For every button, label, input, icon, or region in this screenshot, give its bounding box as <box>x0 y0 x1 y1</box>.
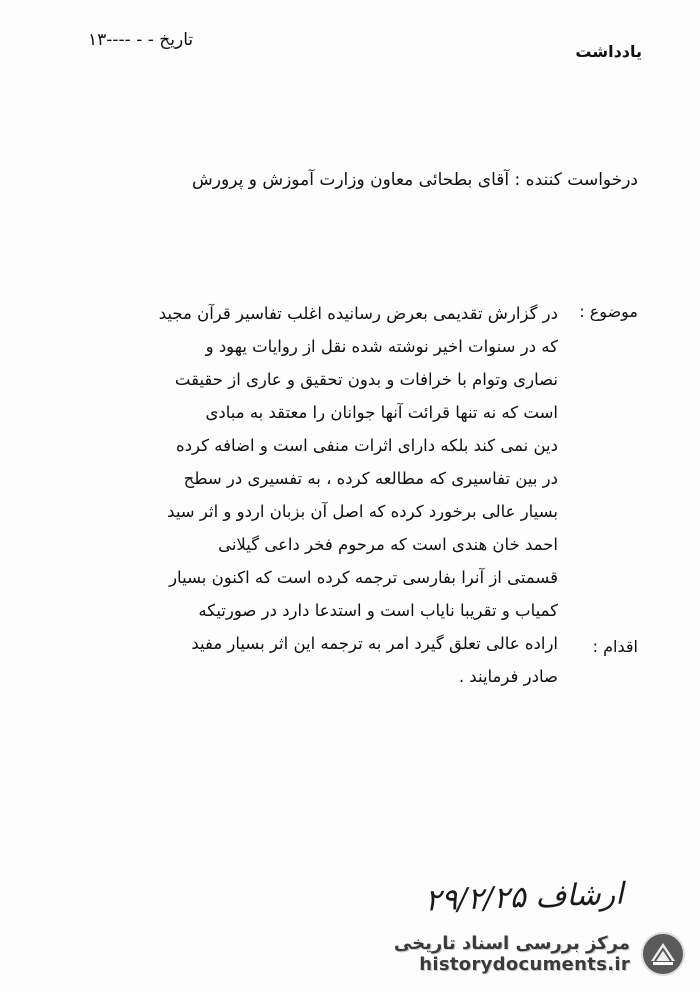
watermark <box>394 931 686 977</box>
requester-line: درخواست کننده : آقای بطحائی معاون وزارت آموزش و پرورش <box>192 170 638 190</box>
body-line: در بین تفاسیری که مطالعه کرده ، به تفسیری در سطح <box>183 469 558 488</box>
note-heading: یادداشت <box>575 42 642 61</box>
body-line: بسیار عالی برخورد کرده که اصل آن بزبان اردو و اثر سید <box>167 502 558 521</box>
watermark-title: مرکز بررسی اسناد تاریخی <box>393 933 630 954</box>
body-line: در گزارش تقدیمی بعرض رسانیده اغلب تفاسیر قرآن مجید <box>158 304 558 323</box>
handwritten-annotation: ارشاف ۲۹/۲/۲۵ <box>424 876 625 919</box>
subject-label: موضوع : <box>579 302 638 321</box>
body-line: احمد خان هندی است که مرحوم فخر داعی گیلانی <box>218 535 558 554</box>
body-line: صادر فرمایند . <box>458 667 558 686</box>
body-line: قسمتی از آنرا بفارسی ترجمه کرده است که اکنون بسیار <box>169 568 558 587</box>
body-line: اراده عالی تعلق گیرد امر به ترجمه این اثر بسیار مفید <box>191 634 558 653</box>
body-line: کمیاب و تقریبا نایاب است و استدعا دارد در صورتیکه <box>198 601 558 620</box>
body-line: که در سنوات اخیر نوشته شده نقل از روایات یهود و <box>205 337 558 356</box>
action-label: اقدام : <box>592 637 638 656</box>
date-field: تاریخ - - ----۱۳ <box>88 30 194 50</box>
body-line: است که نه تنها قرائت آنها جوانان را معتقد به مبادی <box>205 403 558 422</box>
watermark-url: historydocuments.ir <box>419 954 630 975</box>
body-text <box>98 300 558 696</box>
body-line: نصاری وتوام با خرافات و بدون تحقیق و عاری از حقیقت <box>174 370 558 389</box>
archive-logo-icon <box>640 931 686 977</box>
body-line: دین نمی کند بلکه دارای اثرات منفی است و اضافه کرده <box>176 436 558 455</box>
